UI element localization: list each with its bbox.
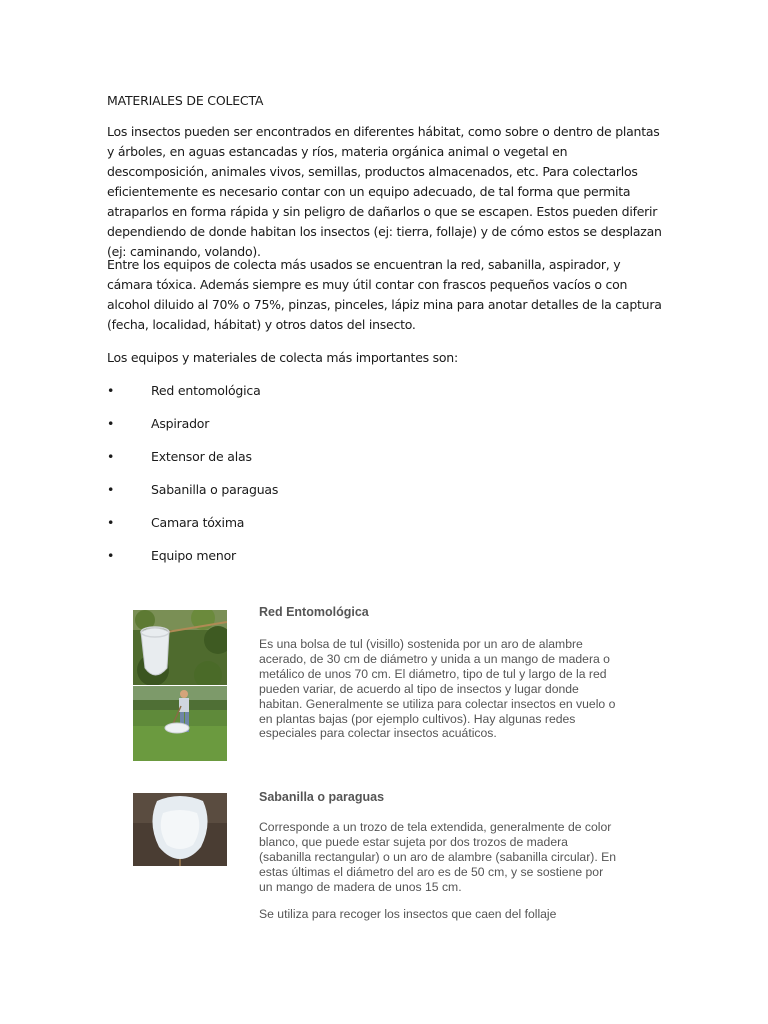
list-item-label: Aspirador xyxy=(151,416,210,431)
section-title-sabanilla: Sabanilla o paraguas xyxy=(259,790,385,804)
section-title-red-entomologica: Red Entomológica xyxy=(259,605,369,619)
bullet-icon: • xyxy=(107,482,115,497)
list-item-label: Red entomológica xyxy=(151,383,261,398)
bullet-icon: • xyxy=(107,515,115,530)
section-body-sabanilla: Corresponde a un trozo de tela extendida, generalmente de color blanco, que puede estar sujeta por dos trozos de madera (sabanilla rectangular) o un aro de alambre (sabanilla circular). En estas últimas el diámetro del aro es de 50 cm, y se sostiene por un mango de madera de unos 15 cm. xyxy=(259,820,617,894)
list-item-label: Equipo menor xyxy=(151,548,236,563)
section-body-red-entomologica: Es una bolsa de tul (visillo) sostenida por un aro de alambre acerado, de 30 cm de diámetro y unida a un mango de madera o metálico de unos 70 cm. El diámetro, tipo de tul y largo de la red pueden variar, de acuerdo al tipo de insectos y lugar donde habitan. Generalmente se utiliza para colectar insectos en vuelo o en plantas bajas (por ejemplo cultivos). Hay algunas redes especiales para colectar insectos acuáticos. xyxy=(259,637,616,741)
list-intro-paragraph: Los equipos y materiales de colecta más importantes son: xyxy=(107,350,458,365)
section-body-sabanilla-usage: Se utiliza para recoger los insectos que caen del follaje xyxy=(259,907,557,921)
equipment-paragraph: Entre los equipos de colecta más usados se encuentran la red, sabanilla, aspirador, y cámara tóxica. Además siempre es muy útil contar con frascos pequeños vacíos o con alcohol diluido al 70% o 75%, pinzas, pinceles, lápiz mina para anotar detalles de la captura (fecha, localidad, hábitat) y otros datos del insecto. xyxy=(107,257,662,332)
list-item-label: Sabanilla o paraguas xyxy=(151,482,279,497)
bullet-icon: • xyxy=(107,416,115,431)
document-title: MATERIALES DE COLECTA xyxy=(107,93,264,108)
intro-paragraph: Los insectos pueden ser encontrados en diferentes hábitat, como sobre o dentro de plantas y árboles, en aguas estancadas y ríos, materia orgánica animal o vegetal en descomposición, animales vivos, semillas, productos almacenados, etc. Para colectarlos eficientemente es necesario contar con un equipo adecuado, de tal forma que permita atraparlos en forma rápida y sin peligro de dañarlos o que se escapen. Estos pueden diferir dependiendo de donde habitan los insectos (ej: tierra, follaje) y de cómo estos se desplazan (ej: caminando, volando). xyxy=(107,124,662,259)
person-sweeping-photo xyxy=(133,686,227,761)
beating-sheet-photo xyxy=(133,793,227,866)
bullet-icon: • xyxy=(107,449,115,464)
bullet-icon: • xyxy=(107,548,115,563)
insect-net-photo xyxy=(133,610,227,685)
list-item-label: Camara tóxima xyxy=(151,515,245,530)
list-item-label: Extensor de alas xyxy=(151,449,252,464)
bullet-icon: • xyxy=(107,383,115,398)
